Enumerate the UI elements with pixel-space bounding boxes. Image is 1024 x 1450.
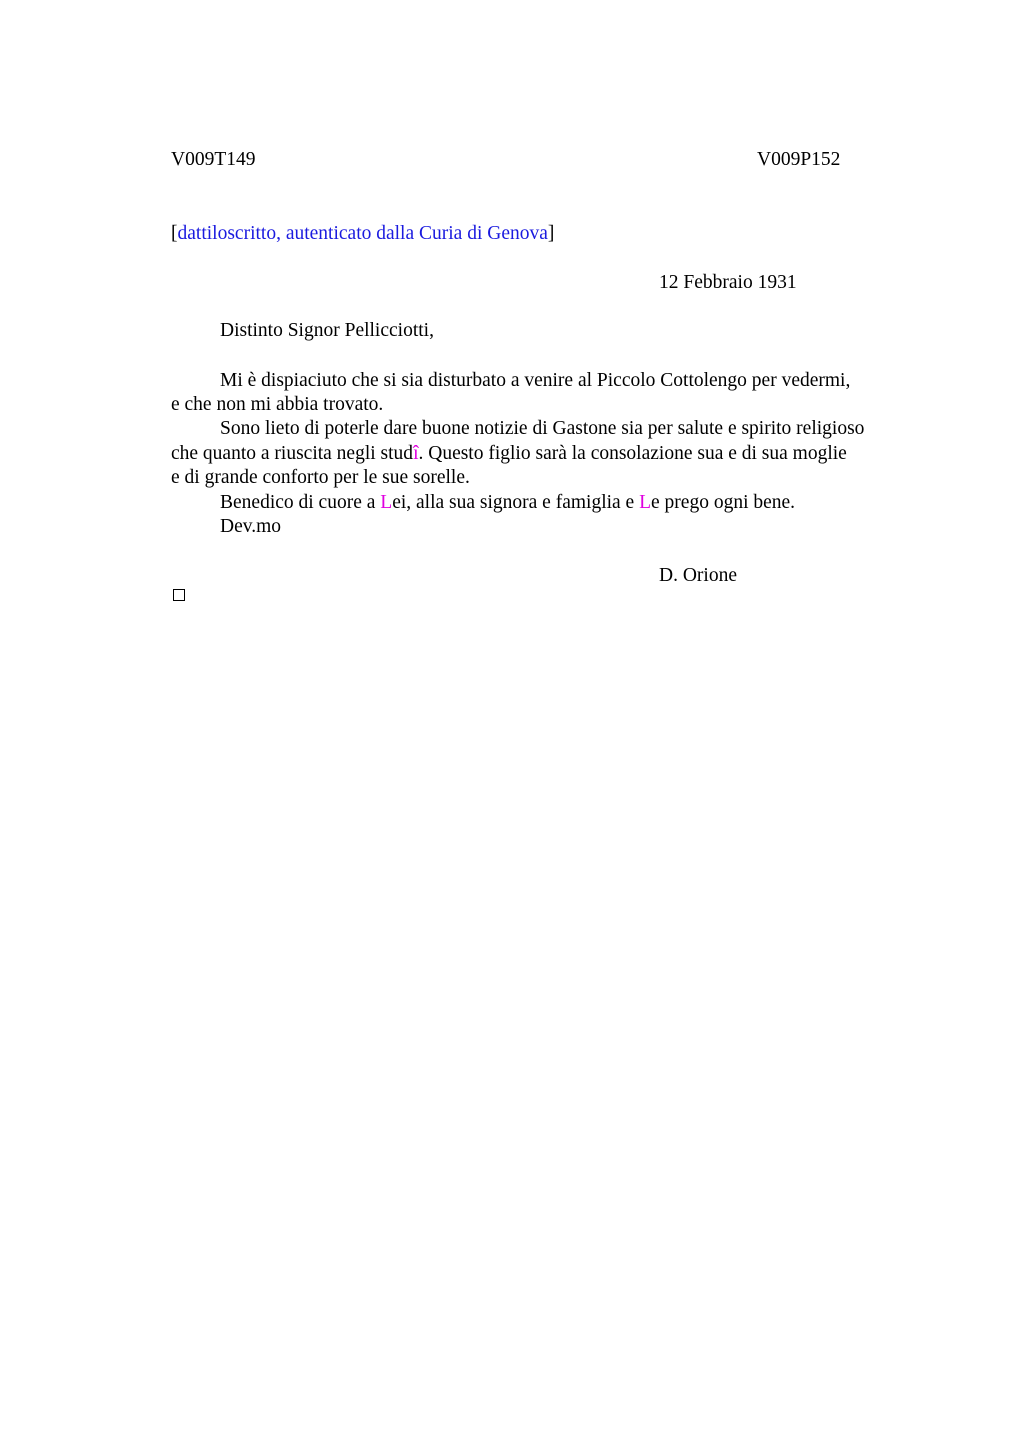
note-open-bracket: [	[171, 223, 178, 244]
note-close-bracket: ]	[547, 223, 555, 244]
paragraph-3	[220, 493, 795, 513]
note-text: dattiloscritto, autenticato dalla Curia di Genova	[177, 223, 548, 244]
paragraph-3-part-a: Benedico di cuore a	[220, 492, 381, 513]
emphasis-mark: î	[413, 443, 419, 464]
document-code-left: V009T149	[171, 149, 256, 170]
letter-salutation: Distinto Signor Pellicciotti,	[220, 320, 434, 341]
paragraph-3-part-c: e prego ogni bene.	[651, 492, 796, 513]
paragraph-2-line-2-end: . Questo figlio sarà la consolazione sua e di sua moglie	[418, 443, 847, 464]
paragraph-1-line-1: Mi è dispiaciuto che si sia disturbato a venire al Piccolo Cottolengo per vedermi,	[220, 370, 851, 391]
end-of-document-box-icon	[173, 589, 185, 601]
paragraph-2-line-3: e di grande conforto per le sue sorelle.	[171, 467, 470, 488]
paragraph-1-line-2: e che non mi abbia trovato.	[171, 394, 384, 415]
paragraph-2-line-2-start: che quanto a riuscita negli stud	[171, 443, 414, 464]
paragraph-2-line-2	[171, 444, 847, 464]
emphasis-mark: L	[380, 492, 393, 513]
letter-closing: Dev.mo	[220, 516, 282, 537]
paragraph-3-part-b: ei, alla sua signora e famiglia e	[392, 492, 640, 513]
paragraph-2-line-1: Sono lieto di poterle dare buone notizie di Gastone sia per salute e spirito religioso	[220, 418, 865, 439]
letter-signature: D. Orione	[659, 565, 737, 586]
emphasis-mark: L	[639, 492, 652, 513]
editorial-note	[171, 224, 554, 244]
document-code-right: V009P152	[757, 149, 841, 170]
letter-date: 12 Febbraio 1931	[659, 272, 797, 293]
